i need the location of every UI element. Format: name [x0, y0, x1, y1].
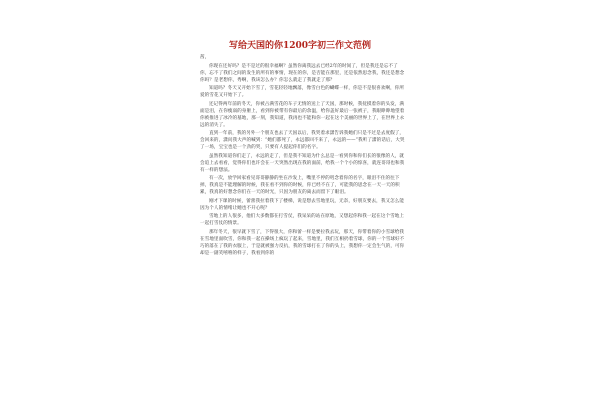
body-paragraph: 还记得两年前的冬天，你被占满雪花的车子无情的送上了天国，那时候，我抚摸着你的头发，满面是泪，在你瘦弱的身躯上，看到你被带有你最后的余温，给你盖好最后一张被子，我眼睁睁地望着你被推进了冰冷的墓地，那一刻，我知道，我再也不能和你一起在这个美丽的世界上了，在世界上永远的消失了。	[200, 101, 405, 128]
body-paragraph: 茜，	[200, 55, 210, 60]
body-paragraph: 知道吗？冬天又开始下雪了，雪花轻轻地飘落，像雪白色的蝴蝶一样，你是不是很喜欢啊，你所爱的雪花又开始下了。	[200, 86, 405, 99]
body-paragraph: 直到一年前，我的另外一个朋友也去了天国以后，我哭着求潇告诉我她们只是不过是去度假了，会回来的，潇问我大声的喊到：“她们都死了，永远都回不来了，永远的——”我听了潇的话后，大哭了一场，宝宝也是一个劲的哭，只要有人提起你们的名字。	[200, 131, 405, 151]
body-paragraph: 那年冬天，很早就下雪了，下得很大，你和蕾一样是要拉我去玩，那天，你带着你的小雪球给我在雪地里面吹雪，你和我一起在操场上疯玩了起来，雪地里，我们互相扔着雪球，你的一个雪球好不巧的落在了我的衣服上，于是就被强力反抗，我的雪球打在了你的头上，我想你一定会生气的，可你却是一副笑嘻嘻的样子，我看到你的	[200, 230, 405, 256]
document-body	[200, 55, 405, 258]
body-paragraph: 有一次，放学回家看见哥哥静静的坐在沙发上，嘴里不停的叨念着你的名字，眼泪不住的往下掉，我真是不能理解的时候，我在看不到你的时候，你已经不在了，可能我的思念在一天一天的积累，我真的好想念你们在一天的时光，只因为朋友的离去而留下了眼泪。	[200, 176, 400, 196]
body-paragraph: 虽然我知道你们走了，永远的走了，但是我不知道为什么总是一看到你和你们长的很像的人，就会追上去看看，觉得你们也许会在一天突然出现在我的面前，给我一个个小的惊喜，就连哥哥也和我有一样的想法。	[200, 153, 405, 173]
body-paragraph: 刚才下课的时候，蕾蕾我拉着我下了楼梯，说是想去雪地里玩，无奈，好朋友要去，我又怎么能因为个人的情绪让她也不开心呢？	[200, 198, 405, 211]
document-title: 写给天国的你1200字初三作文范例	[228, 41, 372, 51]
body-paragraph: 你现在还好吗？是不是过的很幸福啊？虽然你离我远去已经2年的时间了，但是我还是忘不了你，忘不了我们之间的发生的所有的事情，现在的你，是否能在那里，还是依然思念我，我还是想念你吗？是老想你，秀啊，我该怎么办？你怎么就走了我就走了那？	[200, 63, 405, 83]
body-paragraph: 雪地上的人很多，他们大多数都在打雪仗，我呆呆的站在原地，又想起你和我一起在这个雪地上一起打雪仗的情景。	[200, 214, 405, 227]
